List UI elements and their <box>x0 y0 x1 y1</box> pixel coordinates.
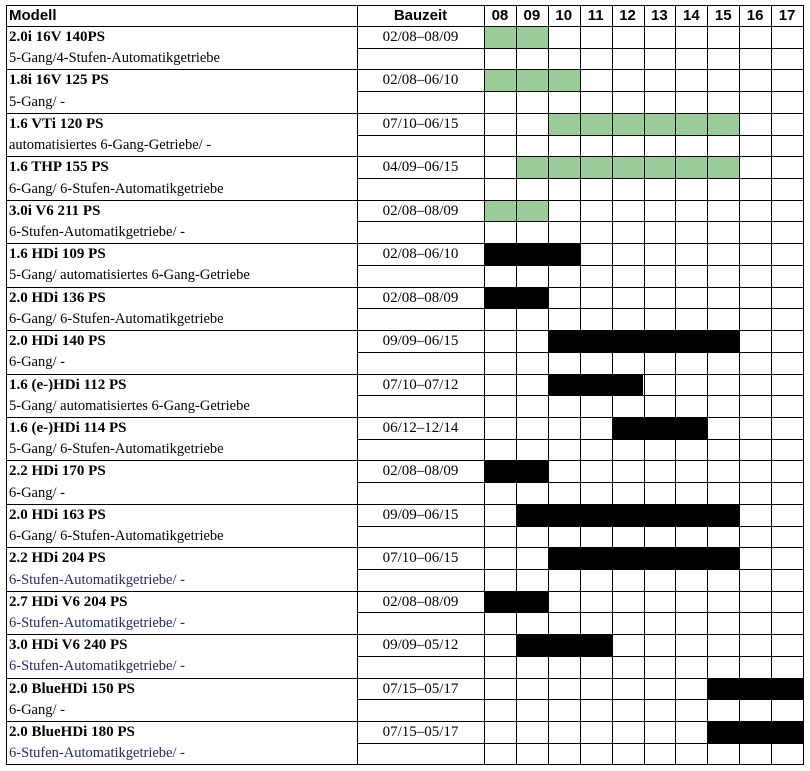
production-period: 06/12–12/14 <box>382 419 459 436</box>
grid-line <box>6 460 804 461</box>
year-header-17: 17 <box>778 6 796 24</box>
model-name: 1.8i 16V 125 PS <box>9 72 109 89</box>
transmission-text: 5-Gang/ 6-Stufen-Automatikgetriebe <box>9 441 224 458</box>
production-period: 02/08–08/09 <box>382 202 459 219</box>
grid-line <box>707 5 708 765</box>
transmission-text: 5-Gang/ automatisiertes 6-Gang-Getriebe <box>9 397 250 414</box>
grid-line <box>6 26 804 27</box>
model-name: 3.0i V6 211 PS <box>9 202 101 219</box>
grid-line <box>612 5 613 765</box>
transmission-text: 6-Gang/ 6-Stufen-Automatikgetriebe <box>9 528 224 545</box>
transmission-text: 5-Gang/ automatisiertes 6-Gang-Getriebe <box>9 267 250 284</box>
production-period: 02/08–06/10 <box>382 72 459 89</box>
transmission-text: 6-Gang/ 6-Stufen-Automatikgetriebe <box>9 180 224 197</box>
grid-line <box>6 504 804 505</box>
production-period: 04/09–06/15 <box>382 159 459 176</box>
transmission-text: automatisiertes 6-Gang-Getriebe/ - <box>9 137 212 154</box>
model-name: 1.6 THP 155 PS <box>9 159 109 176</box>
grid-line <box>6 156 804 157</box>
model-name: 1.6 HDi 109 PS <box>9 246 106 263</box>
production-bar-diesel <box>516 634 612 656</box>
grid-line <box>6 591 804 592</box>
grid-line <box>6 113 804 114</box>
production-period: 09/09–05/12 <box>382 637 459 654</box>
model-name: 2.2 HDi 204 PS <box>9 550 106 567</box>
transmission-text: 5-Gang/4-Stufen-Automatikgetriebe <box>9 50 220 67</box>
production-period: 02/08–08/09 <box>382 289 459 306</box>
year-header-09: 09 <box>523 6 541 24</box>
production-period: 02/08–08/09 <box>382 593 459 610</box>
model-name: 1.6 (e-)HDi 114 PS <box>9 419 127 436</box>
production-period: 07/10–06/15 <box>382 550 459 567</box>
grid-line <box>6 634 804 635</box>
production-period: 07/10–07/12 <box>382 376 459 393</box>
production-bar-petrol <box>516 156 739 178</box>
production-period: 02/08–06/10 <box>382 246 459 263</box>
year-header-16: 16 <box>746 6 764 24</box>
transmission-text: 6-Stufen-Automatikgetriebe/ - <box>9 745 185 762</box>
grid-line <box>6 330 804 331</box>
transmission-text: 6-Gang/ - <box>9 354 65 371</box>
model-name: 2.0 BlueHDi 180 PS <box>9 724 135 741</box>
production-bar-diesel <box>516 504 739 526</box>
grid-line <box>357 5 358 765</box>
model-name: 2.0 BlueHDi 150 PS <box>9 680 135 697</box>
grid-line <box>6 287 804 288</box>
transmission-text: 6-Stufen-Automatikgetriebe/ - <box>9 571 185 588</box>
grid-line <box>644 5 645 765</box>
production-period: 07/15–05/17 <box>382 724 459 741</box>
transmission-text: 6-Stufen-Automatikgetriebe/ - <box>9 658 185 675</box>
production-period: 07/15–05/17 <box>382 680 459 697</box>
year-header-15: 15 <box>714 6 732 24</box>
grid-line <box>6 721 804 722</box>
grid-line <box>484 5 485 765</box>
year-header-10: 10 <box>555 6 573 24</box>
production-bar-diesel <box>707 678 803 700</box>
grid-line <box>6 200 804 201</box>
year-header-12: 12 <box>619 6 636 24</box>
production-period: 07/10–06/15 <box>382 115 459 132</box>
grid-line <box>6 764 804 765</box>
model-name: 2.0i 16V 140PS <box>9 29 105 45</box>
model-name: 1.6 VTi 120 PS <box>9 115 104 132</box>
grid-line <box>803 5 804 765</box>
production-period: 09/09–06/15 <box>382 506 459 523</box>
production-bar-diesel <box>484 243 580 265</box>
transmission-text: 6-Stufen-Automatikgetriebe/ - <box>9 614 185 631</box>
grid-line <box>739 5 740 765</box>
grid-line <box>6 547 804 548</box>
production-period: 02/08–08/09 <box>382 463 459 480</box>
header-period: Bauzeit <box>393 6 448 24</box>
grid-line <box>6 417 804 418</box>
transmission-text: 6-Stufen-Automatikgetriebe/ - <box>9 223 185 240</box>
model-name: 2.0 HDi 136 PS <box>9 289 106 306</box>
grid-line <box>548 5 549 765</box>
grid-line <box>6 374 804 375</box>
production-bar-diesel <box>707 721 803 743</box>
transmission-text: 6-Gang/ 6-Stufen-Automatikgetriebe <box>9 310 224 327</box>
grid-line <box>580 5 581 765</box>
production-period: 02/08–08/09 <box>382 29 459 45</box>
grid-line <box>771 5 772 765</box>
year-header-13: 13 <box>651 6 668 24</box>
year-header-08: 08 <box>491 6 509 24</box>
production-bar-diesel <box>612 417 708 439</box>
grid-line <box>675 5 676 765</box>
header-model: Modell <box>9 6 57 24</box>
grid-line <box>6 5 7 765</box>
model-name: 2.0 HDi 163 PS <box>9 506 106 523</box>
transmission-text: 6-Gang/ - <box>9 484 65 501</box>
transmission-text: 6-Gang/ - <box>9 701 65 718</box>
model-name: 2.0 HDi 140 PS <box>9 333 106 350</box>
model-name: 3.0 HDi V6 240 PS <box>9 637 128 654</box>
grid-line <box>6 5 804 6</box>
grid-line <box>516 5 517 765</box>
production-bar-diesel <box>548 374 644 396</box>
model-name: 2.7 HDi V6 204 PS <box>9 593 128 610</box>
transmission-text: 5-Gang/ - <box>9 93 65 110</box>
grid-line <box>6 678 804 679</box>
grid-line <box>6 69 804 70</box>
year-header-11: 11 <box>587 6 604 24</box>
grid-line <box>6 243 804 244</box>
production-period: 09/09–06/15 <box>382 333 459 350</box>
production-bar-petrol <box>484 69 580 91</box>
model-name: 1.6 (e-)HDi 112 PS <box>9 376 127 393</box>
year-header-14: 14 <box>682 6 700 24</box>
model-name: 2.2 HDi 170 PS <box>9 463 106 480</box>
